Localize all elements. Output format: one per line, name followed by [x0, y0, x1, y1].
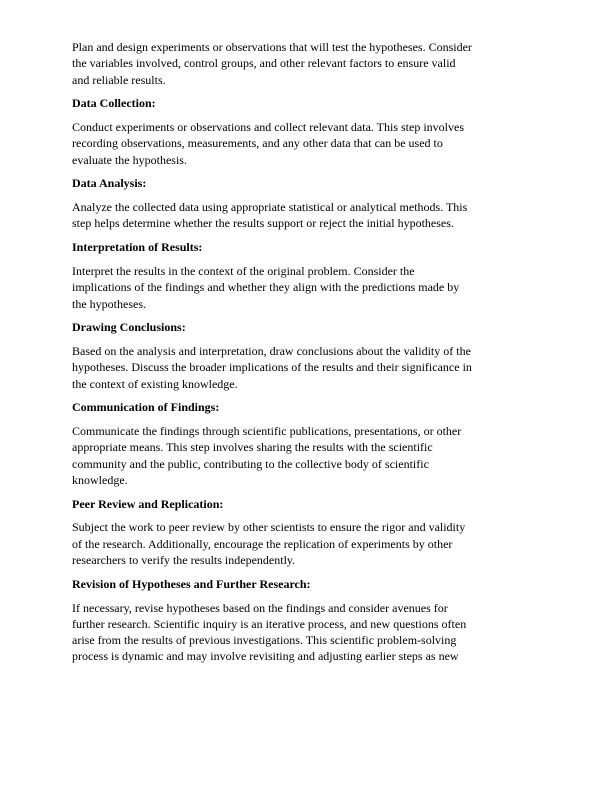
section-heading: Communication of Findings:	[72, 400, 220, 415]
paragraph	[72, 600, 552, 665]
section-heading: Drawing Conclusions:	[72, 320, 186, 335]
paragraph-line: of the research. Additionally, encourage the replication of experiments by other	[72, 536, 453, 551]
paragraph	[72, 519, 552, 568]
paragraph-line: hypotheses. Discuss the broader implications of the results and their significance in	[72, 360, 472, 375]
paragraph-line: and reliable results.	[72, 72, 166, 87]
section-heading: Interpretation of Results:	[72, 240, 203, 255]
paragraph	[72, 423, 552, 488]
paragraph	[72, 199, 552, 232]
paragraph	[72, 119, 552, 168]
section-heading: Peer Review and Replication:	[72, 496, 224, 511]
paragraph-line: appropriate means. This step involves sharing the results with the scientific	[72, 440, 433, 455]
paragraph-line: implications of the findings and whether they align with the predictions made by	[72, 280, 460, 295]
paragraph-line: the hypotheses.	[72, 296, 146, 311]
paragraph	[72, 263, 552, 312]
paragraph-line: evaluate the hypothesis.	[72, 152, 187, 167]
paragraph-line: arise from the results of previous investigations. This scientific problem-solving	[72, 633, 457, 648]
paragraph-line: Communicate the findings through scientific publications, presentations, or other	[72, 424, 462, 439]
paragraph	[72, 343, 552, 392]
paragraph-line: Interpret the results in the context of the original problem. Consider the	[72, 263, 415, 278]
paragraph-line: Analyze the collected data using appropriate statistical or analytical methods. This	[72, 200, 468, 215]
paragraph-line: Based on the analysis and interpretation, draw conclusions about the validity of the	[72, 344, 471, 359]
paragraph-line: process is dynamic and may involve revisiting and adjusting earlier steps as new	[72, 649, 459, 664]
paragraph-line: Plan and design experiments or observations that will test the hypotheses. Consider	[72, 40, 472, 54]
paragraph-line: If necessary, revise hypotheses based on the findings and consider avenues for	[72, 600, 448, 615]
paragraph-line: Subject the work to peer review by other scientists to ensure the rigor and validity	[72, 520, 466, 535]
paragraph-line: step helps determine whether the results support or reject the initial hypotheses.	[72, 216, 454, 231]
document-page	[72, 39, 552, 672]
paragraph-line: recording observations, measurements, and any other data that can be used to	[72, 136, 443, 151]
section-heading: Data Collection:	[72, 96, 156, 111]
paragraph-line: further research. Scientific inquiry is an iterative process, and new questions often	[72, 616, 467, 631]
paragraph-line: knowledge.	[72, 472, 128, 487]
paragraph-line: Conduct experiments or observations and collect relevant data. This step involves	[72, 120, 465, 135]
paragraph-line: community and the public, contributing to the collective body of scientific	[72, 456, 429, 471]
paragraph-line: the variables involved, control groups, and other relevant factors to ensure valid	[72, 56, 456, 71]
section-heading: Revision of Hypotheses and Further Research:	[72, 576, 311, 591]
paragraph-line: the context of existing knowledge.	[72, 376, 238, 391]
paragraph	[72, 39, 552, 88]
paragraph-line: researchers to verify the results independently.	[72, 553, 296, 568]
section-heading: Data Analysis:	[72, 176, 147, 191]
